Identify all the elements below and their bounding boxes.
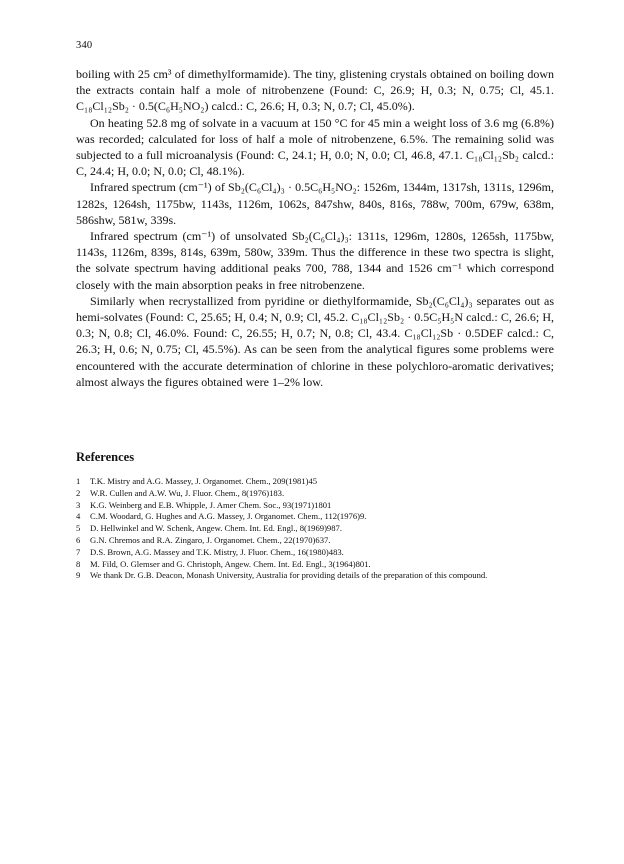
reference-text: G.N. Chremos and R.A. Zingaro, J. Organomet. Chem., 22(1970)637.: [90, 534, 331, 545]
reference-text: K.G. Weinberg and E.B. Whipple, J. Amer Chem. Soc., 93(1971)1801: [90, 499, 332, 510]
reference-item: [76, 570, 554, 582]
paragraph-ir-solvate: Infrared spectrum (cm⁻¹) of Sb₂(C₆Cl₄)₃ · 0.5C₆H₅NO₂: 1526m, 1344m, 1317sh, 1311s, 1296m, 1282s, 1264sh, 1175bw, 1143s, 1126m, 1062s, 847shw, 840s, 816s, 788w, 700m, 679w, 638m, 586shw, 581w, 339s.: [76, 180, 554, 227]
reference-text: C.M. Woodard, G. Hughes and A.G. Massey, J. Organomet. Chem., 112(1976)9.: [90, 511, 367, 522]
reference-item: [76, 535, 554, 547]
reference-number: 1: [76, 476, 81, 486]
references-list: [76, 476, 554, 582]
reference-item: [76, 511, 554, 523]
reference-text: We thank Dr. G.B. Deacon, Monash University, Australia for providing details of the preparation of this compound.: [90, 570, 488, 581]
reference-text: D.S. Brown, A.G. Massey and T.K. Mistry, J. Fluor. Chem., 16(1980)483.: [90, 546, 344, 557]
reference-number: 9: [76, 570, 81, 581]
reference-item: [76, 547, 554, 559]
reference-number: 7: [76, 546, 81, 557]
paragraph-recrystallization: Similarly when recrystallized from pyridine or diethylformamide, Sb₂(C₆Cl₄)₃ separates out as hemi-solvates (Found: C, 25.65; H, 0.4; N, 0.9; Cl, 45.2. C₁₈Cl₁₂Sb₂ · 0.5C₅H₅N calcd.: C, 26.6; H, 0.3; N, 0.8; Cl, 46.0%. Found: C, 26.55; H, 0.7; N, 0.8; Cl, 43.4. C₁₈Cl₁₂Sb · 0.5DEF calcd.: C, 26.3; H, 0.6; N, 0.75; Cl, 45.5%). As can be seen from the analytical figures some problems were encountered with the accurate determination of chlorine in these polychloro-aromatic derivatives; almost always the figures obtained were 1–2% low.: [76, 293, 554, 389]
paragraph-ir-unsolvated: Infrared spectrum (cm⁻¹) of unsolvated Sb₂(C₆Cl₄)₃: 1311s, 1296m, 1280s, 1265sh, 1175bw, 1143s, 1126m, 839s, 814s, 639m, 580w, 339m. Thus the difference in these two spectra is slight, the solvate spectrum having additional peaks 700, 788, 1344 and 1526 cm⁻¹ which correspond closely with the main absorption peaks in free nitrobenzene.: [76, 229, 554, 292]
reference-text: T.K. Mistry and A.G. Massey, J. Organomet. Chem., 209(1981)45: [90, 476, 318, 486]
paragraph-heating-solvate: On heating 52.8 mg of solvate in a vacuum at 150 °C for 45 min a weight loss of 3.6 mg (6.8%) was recorded; calculated for loss of half a mole of nitrobenzene, 6.5%. The remaining solid was subjected to a full microanalysis (Found: C, 24.1; H, 0.0; N, 0.0; Cl, 46.8, 47.1. C₁₈Cl₁₂Sb₂ calcd.: C, 24.4; H, 0.0; N, 0.0; Cl, 48.1%).: [76, 115, 554, 179]
reference-number: 4: [76, 511, 81, 522]
reference-item: [76, 523, 554, 535]
reference-number: 5: [76, 523, 81, 534]
paragraph-continuation: boiling with 25 cm³ of dimethylformamide). The tiny, glistening crystals obtained on boiling down the extracts contain half a mole of nitrobenzene (Found: C, 26.9; H, 0.3; N, 0.75; Cl, 45.1. C₁₈Cl₁₂Sb₂ · 0.5(C₆H₅NO₂) calcd.: C, 26.6; H, 0.3; N, 0.7; Cl, 45.0%).: [76, 67, 554, 114]
page-number: 340: [76, 40, 93, 51]
reference-item: [76, 500, 554, 512]
reference-number: 6: [76, 534, 81, 545]
body-text: [76, 66, 554, 390]
reference-number: 8: [76, 558, 81, 569]
reference-item: [76, 488, 554, 500]
reference-item: [76, 559, 554, 571]
references-heading: References: [76, 450, 135, 464]
reference-text: D. Hellwinkel and W. Schenk, Angew. Chem. Int. Ed. Engl., 8(1969)987.: [90, 523, 342, 534]
reference-text: M. Fild, O. Glemser and G. Christoph, Angew. Chem. Int. Ed. Engl., 3(1964)801.: [90, 558, 371, 569]
reference-text: W.R. Cullen and A.W. Wu, J. Fluor. Chem., 8(1976)183.: [90, 487, 285, 498]
reference-number: 3: [76, 499, 81, 510]
reference-item: [76, 476, 554, 488]
reference-number: 2: [76, 487, 81, 498]
